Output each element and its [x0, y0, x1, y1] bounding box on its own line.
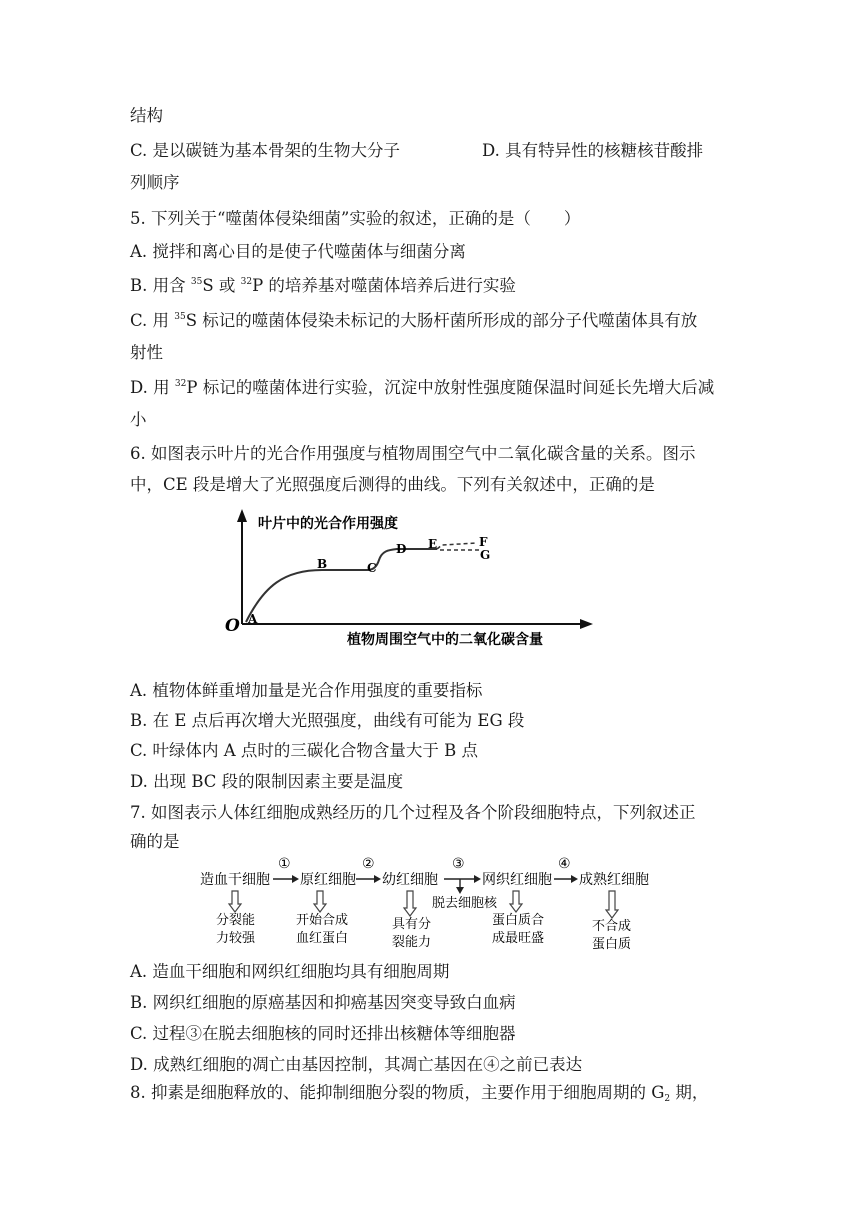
- question-7-option-d: D. 成熟红细胞的凋亡由基因控制，其凋亡基因在④之前已表达: [130, 1055, 583, 1074]
- graph-y-axis-label: 叶片中的光合作用强度: [258, 516, 398, 532]
- graph-point-c: C: [367, 561, 377, 575]
- flow-cell-5: 成熟红细胞: [579, 872, 649, 888]
- flow-note-2b: 血红蛋白: [296, 931, 349, 946]
- flow-cell-4: 网织红细胞: [482, 872, 552, 888]
- question-5-option-a: A. 搅拌和离心目的是使子代噬菌体与细菌分离: [130, 242, 466, 261]
- question-7-option-c: C. 过程③在脱去细胞核的同时还排出核糖体等细胞器: [130, 1024, 516, 1043]
- graph-origin-label: O: [225, 616, 240, 636]
- question-7-option-a: A. 造血干细胞和网织红细胞均具有细胞周期: [130, 962, 450, 981]
- question-6-stem-1: 6. 如图表示叶片的光合作用强度与植物周围空气中二氧化碳含量的关系。图示: [130, 444, 696, 463]
- graph-point-b: B: [317, 557, 328, 571]
- flow-branch-label: 脱去细胞核: [432, 896, 498, 911]
- graph-x-axis-label: 植物周围空气中的二氧化碳含量: [347, 632, 543, 648]
- question-5-option-b: B. 用含 $^{35}$S 或 $^{32}$P 的培养基对噬菌体培养后进行实验: [130, 276, 516, 295]
- option-5c-prev: C. 是以碳链为基本骨架的生物大分子: [130, 141, 401, 160]
- flow-note-5a: 不合成: [592, 919, 632, 934]
- question-5-option-c: C. 用 $^{35}$S 标记的噬菌体侵染未标记的大肠杆菌所形成的部分子代噬菌体具有放: [130, 311, 698, 330]
- flow-step-3: ③: [452, 856, 465, 872]
- flow-step-1: ①: [278, 856, 291, 872]
- question-7-option-b: B. 网织红细胞的原癌基因和抑癌基因突变导致白血病: [130, 993, 516, 1012]
- question-8-stem: 8. 抑素是细胞释放的、能抑制细胞分裂的物质，主要作用于细胞周期的 $G_2$ 期，: [130, 1083, 709, 1104]
- flow-step-2: ②: [362, 856, 375, 872]
- flow-note-1b: 力较强: [216, 931, 256, 946]
- graph-point-d: D: [396, 542, 407, 556]
- text-line-8: 射性: [130, 343, 163, 362]
- question-5-option-d: D. 用 $^{32}$P 标记的噬菌体进行实验，沉淀中放射性强度随保温时间延长先增大后减: [130, 378, 715, 397]
- text-line-1: 结构: [130, 106, 163, 125]
- graph-point-a: A: [248, 612, 258, 626]
- flow-note-3b: 裂能力: [392, 935, 432, 950]
- option-5d-prev: D. 具有特异性的核糖核苷酸排: [482, 141, 704, 160]
- question-6-option-a: A. 植物体鲜重增加量是光合作用强度的重要指标: [130, 681, 483, 700]
- flow-note-4a: 蛋白质合: [492, 913, 545, 928]
- question-5-stem: 5. 下列关于“噬菌体侵染细菌”实验的叙述，正确的是（ ）: [130, 209, 581, 228]
- flow-note-5b: 蛋白质: [592, 937, 632, 952]
- flow-step-4: ④: [558, 856, 571, 872]
- flow-note-2a: 开始合成: [296, 913, 349, 928]
- flow-cell-3: 幼红细胞: [382, 872, 438, 888]
- flow-note-1a: 分裂能: [216, 913, 256, 928]
- question-7-stem-2: 确的是: [130, 832, 180, 851]
- graph-point-e: E: [428, 537, 438, 551]
- text-line-10: 小: [130, 410, 147, 429]
- question-6-option-c: C. 叶绿体内 A 点时的三碳化合物含量大于 B 点: [130, 741, 479, 760]
- flow-cell-1: 造血干细胞: [200, 872, 270, 888]
- flow-down-arrow-icons: [229, 891, 618, 918]
- flow-cell-2: 原红细胞: [300, 872, 356, 888]
- question-6-stem-2: 中，CE 段是增大了光照强度后测得的曲线。下列有关叙述中，正确的是: [130, 475, 655, 494]
- question-6-option-b: B. 在 E 点后再次增大光照强度，曲线有可能为 EG 段: [130, 711, 525, 730]
- flow-note-3a: 具有分: [392, 917, 432, 932]
- text-line-3: 列顺序: [130, 173, 180, 192]
- flow-note-4b: 成最旺盛: [492, 931, 545, 946]
- graph-point-g: G: [480, 548, 491, 562]
- graph-point-f: F: [479, 535, 488, 549]
- question-6-option-d: D. 出现 BC 段的限制因素主要是温度: [130, 772, 404, 791]
- erythrocyte-flow-diagram: [196, 852, 666, 957]
- photosynthesis-graph: [222, 506, 607, 652]
- question-7-stem-1: 7. 如图表示人体红细胞成熟经历的几个过程及各个阶段细胞特点，下列叙述正: [130, 803, 696, 822]
